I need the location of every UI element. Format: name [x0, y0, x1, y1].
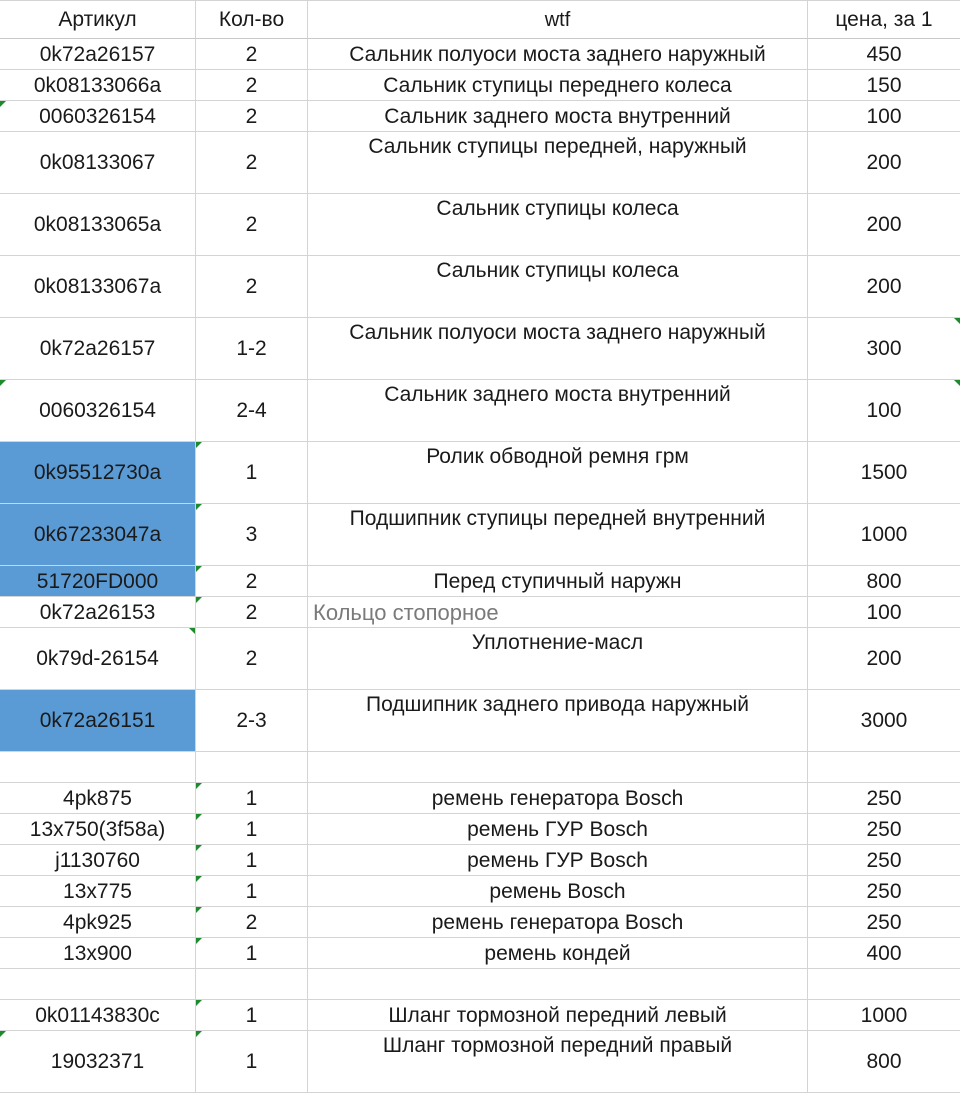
qty-cell[interactable]: 2 [196, 628, 308, 690]
article-text: 0060326154 [39, 105, 156, 128]
error-indicator-icon [196, 876, 202, 882]
desc-cell[interactable]: ремень генератора Bosch [308, 783, 808, 814]
header-desc[interactable]: wtf [308, 1, 808, 39]
qty-cell[interactable] [196, 1000, 308, 1031]
qty-cell[interactable]: 1-2 [196, 318, 308, 380]
qty-text: 1 [245, 849, 258, 872]
qty-text: 1 [245, 461, 258, 484]
price-cell[interactable] [808, 380, 960, 442]
article-cell[interactable]: 51720FD000 [0, 566, 196, 597]
price-cell[interactable]: 100 [808, 597, 960, 628]
error-indicator-icon [196, 907, 202, 913]
article-cell[interactable]: 13x750(3f58a) [0, 814, 196, 845]
desc-cell[interactable]: Уплотнение-масл [308, 628, 808, 690]
qty-cell[interactable]: 2-4 [196, 380, 308, 442]
qty-text: 1 [245, 818, 258, 841]
price-cell[interactable]: 3000 [808, 690, 960, 752]
price-cell[interactable]: 450 [808, 39, 960, 70]
article-cell[interactable]: 0k72a26157 [0, 39, 196, 70]
desc-cell[interactable]: ремень ГУР Bosch [308, 845, 808, 876]
article-cell[interactable]: 4pk925 [0, 907, 196, 938]
desc-cell[interactable]: Сальник заднего моста внутренний [308, 380, 808, 442]
desc-cell[interactable]: Сальник заднего моста внутренний [308, 101, 808, 132]
article-text: 0k79d-26154 [36, 647, 159, 670]
table-row [0, 814, 960, 845]
price-cell[interactable]: 200 [808, 194, 960, 256]
article-text: 0060326154 [39, 399, 156, 422]
error-indicator-icon [196, 1000, 202, 1006]
desc-cell[interactable]: ремень кондей [308, 938, 808, 969]
desc-cell[interactable]: Подшипник заднего привода наружный [308, 690, 808, 752]
table-row [0, 938, 960, 969]
article-cell[interactable]: 0k08133067a [0, 256, 196, 318]
price-cell[interactable]: 200 [808, 132, 960, 194]
qty-cell[interactable]: 2 [196, 132, 308, 194]
price-cell[interactable]: 250 [808, 783, 960, 814]
qty-cell[interactable]: 2 [196, 101, 308, 132]
empty-cell[interactable] [196, 752, 308, 783]
desc-cell[interactable]: Шланг тормозной передний правый [308, 1031, 808, 1093]
article-cell[interactable]: 0k67233047a [0, 504, 196, 566]
price-cell[interactable]: 800 [808, 566, 960, 597]
qty-cell[interactable] [196, 876, 308, 907]
qty-text: 2 [245, 911, 258, 934]
price-cell[interactable]: 100 [808, 101, 960, 132]
table-row [0, 1000, 960, 1031]
qty-cell[interactable]: 2 [196, 256, 308, 318]
error-indicator-icon [954, 380, 960, 386]
price-cell[interactable] [808, 318, 960, 380]
qty-cell[interactable]: 2 [196, 39, 308, 70]
table-row [0, 907, 960, 938]
article-text: 19032371 [50, 1050, 145, 1073]
table-row [0, 256, 960, 318]
empty-cell[interactable] [308, 752, 808, 783]
price-cell[interactable]: 1500 [808, 442, 960, 504]
table-row [0, 132, 960, 194]
article-cell[interactable]: 13x775 [0, 876, 196, 907]
error-indicator-icon [189, 628, 195, 634]
qty-text: 1 [245, 942, 258, 965]
desc-cell[interactable]: ремень генератора Bosch [308, 907, 808, 938]
desc-cell[interactable]: Сальник ступицы колеса [308, 194, 808, 256]
table-row [0, 783, 960, 814]
error-indicator-icon [954, 318, 960, 324]
article-cell[interactable]: 4pk875 [0, 783, 196, 814]
qty-cell[interactable] [196, 845, 308, 876]
desc-cell[interactable]: ремень Bosch [308, 876, 808, 907]
qty-cell[interactable] [196, 814, 308, 845]
header-row [0, 0, 960, 39]
article-cell[interactable]: 0k08133066a [0, 70, 196, 101]
desc-cell[interactable]: Шланг тормозной передний левый [308, 1000, 808, 1031]
qty-text: 2 [245, 570, 258, 593]
table-row [0, 1031, 960, 1093]
qty-text: 2 [245, 601, 258, 624]
article-cell[interactable] [0, 628, 196, 690]
table-row [0, 101, 960, 132]
desc-cell[interactable]: Перед ступичный наружн [308, 566, 808, 597]
qty-text: 3 [245, 523, 258, 546]
table-row [0, 845, 960, 876]
article-cell[interactable]: 0k01143830c [0, 1000, 196, 1031]
desc-cell[interactable]: Сальник ступицы переднего колеса [308, 70, 808, 101]
empty-row [0, 969, 960, 1000]
error-indicator-icon [196, 566, 202, 572]
empty-row [0, 752, 960, 783]
error-indicator-icon [196, 783, 202, 789]
price-cell[interactable]: 1000 [808, 1000, 960, 1031]
article-cell[interactable]: 0k95512730a [0, 442, 196, 504]
price-text: 300 [866, 337, 902, 360]
desc-cell[interactable]: Кольцо стопорное [308, 597, 808, 628]
qty-cell[interactable] [196, 783, 308, 814]
price-cell[interactable]: 250 [808, 845, 960, 876]
article-cell[interactable] [0, 380, 196, 442]
article-cell[interactable]: 13x900 [0, 938, 196, 969]
error-indicator-icon [196, 442, 202, 448]
table-row [0, 876, 960, 907]
table-row [0, 566, 960, 597]
empty-cell[interactable] [808, 752, 960, 783]
price-cell[interactable]: 1000 [808, 504, 960, 566]
price-cell[interactable]: 250 [808, 876, 960, 907]
error-indicator-icon [196, 1031, 202, 1037]
price-cell[interactable]: 400 [808, 938, 960, 969]
table-row [0, 628, 960, 690]
qty-text: 1 [245, 1050, 258, 1073]
article-cell[interactable] [0, 101, 196, 132]
qty-text: 1 [245, 1004, 258, 1027]
qty-cell[interactable]: 2 [196, 70, 308, 101]
article-cell[interactable]: 0k72a26153 [0, 597, 196, 628]
price-cell[interactable]: 800 [808, 1031, 960, 1093]
desc-cell[interactable]: Сальник полуоси моста заднего наружный [308, 39, 808, 70]
article-cell[interactable] [0, 1031, 196, 1093]
qty-cell[interactable] [196, 504, 308, 566]
price-text: 100 [866, 399, 902, 422]
empty-cell[interactable] [0, 969, 196, 1000]
qty-text: 1 [245, 880, 258, 903]
qty-cell[interactable] [196, 1031, 308, 1093]
price-cell[interactable]: 250 [808, 907, 960, 938]
error-indicator-icon [196, 938, 202, 944]
article-cell[interactable]: 0k72a26151 [0, 690, 196, 752]
error-indicator-icon [196, 597, 202, 603]
article-cell[interactable]: 0k72a26157 [0, 318, 196, 380]
qty-cell[interactable] [196, 566, 308, 597]
table-row [0, 194, 960, 256]
header-article[interactable]: Артикул [0, 1, 196, 39]
qty-cell[interactable] [196, 442, 308, 504]
price-cell[interactable]: 150 [808, 70, 960, 101]
article-cell[interactable]: 0k08133065a [0, 194, 196, 256]
desc-cell[interactable]: ремень ГУР Bosch [308, 814, 808, 845]
desc-cell[interactable]: Подшипник ступицы передней внутренний [308, 504, 808, 566]
desc-cell[interactable]: Сальник полуоси моста заднего наружный [308, 318, 808, 380]
desc-cell[interactable]: Сальник ступицы передней, наружный [308, 132, 808, 194]
error-indicator-icon [196, 814, 202, 820]
price-cell[interactable]: 250 [808, 814, 960, 845]
price-cell[interactable]: 200 [808, 628, 960, 690]
table-row [0, 597, 960, 628]
error-indicator-icon [0, 1031, 6, 1037]
header-qty[interactable]: Кол-во [196, 1, 308, 39]
table-row [0, 380, 960, 442]
error-indicator-icon [196, 845, 202, 851]
qty-cell[interactable] [196, 907, 308, 938]
price-cell[interactable]: 200 [808, 256, 960, 318]
error-indicator-icon [0, 101, 6, 107]
qty-cell[interactable] [196, 597, 308, 628]
article-cell[interactable]: 0k08133067 [0, 132, 196, 194]
desc-cell[interactable]: Ролик обводной ремня грм [308, 442, 808, 504]
qty-cell[interactable] [196, 938, 308, 969]
table-row [0, 504, 960, 566]
empty-cell[interactable] [0, 752, 196, 783]
qty-cell[interactable]: 2-3 [196, 690, 308, 752]
table-row [0, 70, 960, 101]
header-price[interactable]: цена, за 1 [808, 1, 960, 39]
qty-text: 1 [245, 787, 258, 810]
error-indicator-icon [0, 380, 6, 386]
table-row [0, 318, 960, 380]
empty-cell[interactable] [196, 969, 308, 1000]
empty-cell[interactable] [308, 969, 808, 1000]
qty-cell[interactable]: 2 [196, 194, 308, 256]
table-row [0, 690, 960, 752]
table-row [0, 442, 960, 504]
article-cell[interactable]: j1130760 [0, 845, 196, 876]
table-row [0, 39, 960, 70]
error-indicator-icon [196, 504, 202, 510]
empty-cell[interactable] [808, 969, 960, 1000]
desc-cell[interactable]: Сальник ступицы колеса [308, 256, 808, 318]
